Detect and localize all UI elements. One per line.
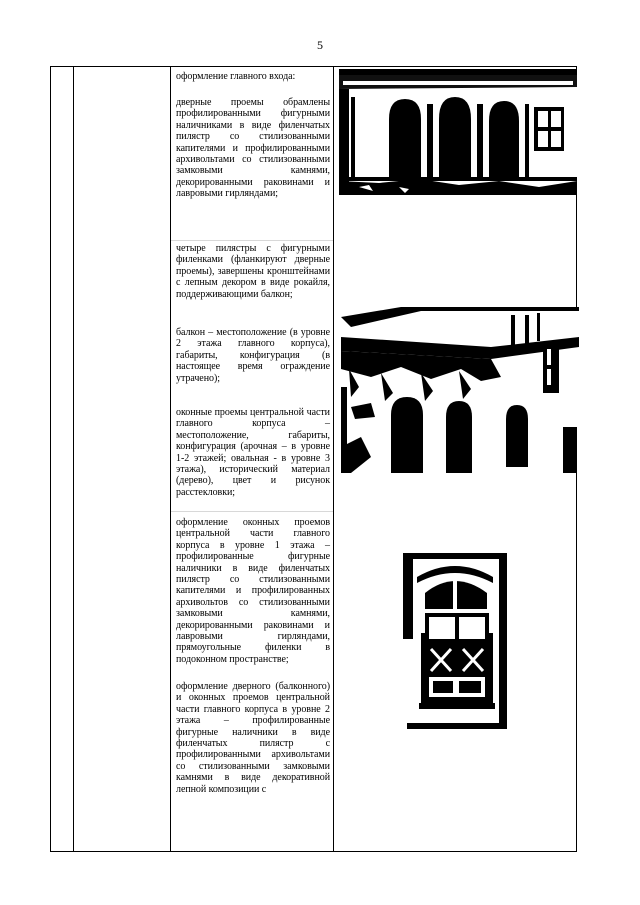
photo-balcony-corbels [341, 307, 579, 473]
column-divider [333, 67, 334, 851]
page-number: 5 [317, 38, 323, 52]
table-cell-text: оконные проемы центральной части главного корпуса – местоположение, габариты, конфигурация (арочная – в уровне 1-2 этажей; овальная - в уровне 3 этажа), исторический материал (дерево), цвет и рисунок расстекловки; [176, 407, 330, 498]
photo-main-entrance-doors [339, 69, 577, 195]
row-separator [171, 240, 333, 241]
table-cell-text: дверные проемы обрамлены профилированными фигурными наличниками в виде филенчатых пилястр со стилизованными капителями и профилированными архивольтами со стилизованными замковыми камнями, декорированными раковинами и лавровыми гирляндами; [176, 97, 330, 200]
table-cell-text: четыре пилястры с фигурными филенками (фланкируют дверные проемы), завершены кронштейнами с лепным декором в виде рокайля, поддерживающими балкон; [176, 243, 330, 300]
table-cell-text: балкон – местоположение (в уровне 2 этажа главного корпуса), габариты, конфигурация (в настоящее время ограждение утрачено); [176, 327, 330, 384]
row-separator [171, 511, 333, 512]
document-table [50, 66, 577, 852]
photo-window-architrave [403, 553, 507, 729]
table-cell-text: оформление оконных проемов центральной части главного корпуса в уровне 1 этажа – профилированные фигурные наличники в виде филенчатых пилястр со стилизованными капителями и профилированных архивольтов со стилизованными замковыми камнями, декорированными раковинами и лавровыми гирляндами, прямоугольные филенки в подоконном пространстве; [176, 517, 330, 665]
column-divider [170, 67, 171, 851]
table-cell-text: оформление дверного (балконного) и оконных проемов центральной части главного корпуса в уровне 2 этажа – профилированные фигурные наличники в виде филенчатых пилястр с профилированными архивольтами со стилизованными замковыми камнями в виде декоративной лепной композиции с [176, 681, 330, 795]
column-divider [73, 67, 74, 851]
table-cell-text: оформление главного входа: [176, 71, 296, 82]
